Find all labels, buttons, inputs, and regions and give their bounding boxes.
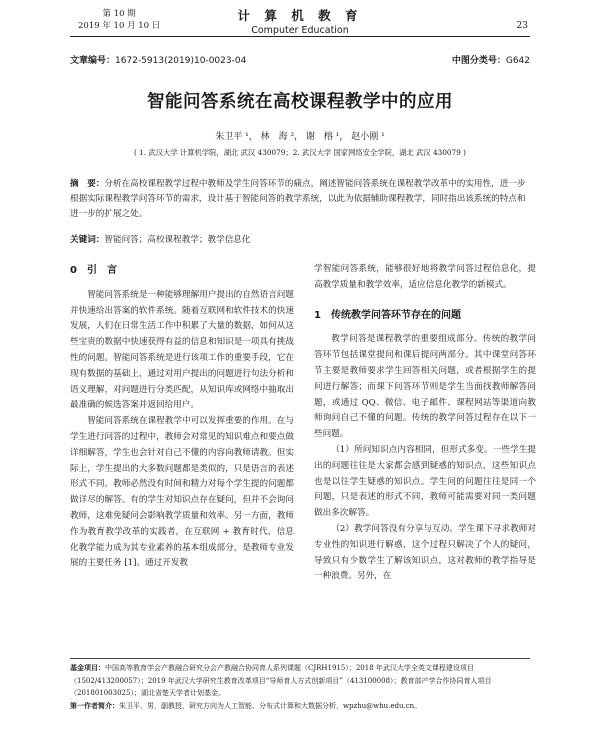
keywords-text: 智能问答；高校课程教学；教学信息化: [104, 235, 251, 245]
author-note: 第一作者简介：朱卫平，男，副教授，研究方向为人工智能、分布式计算和大数据分析，wpzhu@whu.edu.cn。: [70, 701, 422, 710]
section-heading-problems: 1 传统教学问答环节存在的问题: [314, 309, 461, 321]
page-number: 23: [516, 21, 528, 31]
issue-number: 第 10 期: [102, 9, 136, 19]
abstract-text: 分析在高校课程教学过程中教师及学生问答环节的痛点，阐述智能问答系统在课程教学改革中的实用性，进一步根据实际课程教学问答环节的需求，设计基于智能问答的教学系统，以此为依据辅助课程教学，同时指出该系统的特点和进一步的扩展之处。: [70, 179, 526, 219]
article-meta: [70, 53, 530, 66]
affiliation: ( 1. 武汉大学 计算机学院，湖北 武汉 430079；2. 武汉大学 国家网络安全学院，湖北 武汉 430079 ): [133, 148, 467, 157]
abstract-label: 摘 要：: [70, 179, 105, 189]
journal-name-cn: 计 算 机 教 育: [237, 8, 363, 23]
paper-title: 智能问答系统在高校课程教学中的应用: [147, 92, 453, 112]
journal-name-en: Computer Education: [251, 25, 349, 36]
paragraph: 教学问答是课程教学的重要组成部分。传统的教学问答环节包括课堂提问和课后提问两部分。其中课堂问答环节主要是教师要求学生回答相关问题，或者根据学生的提问进行解答；而课下问答环节则是学生当面找教师解答问题，或通过 QQ、微信、电子邮件、课程网站等渠道向教师询问自己不懂的问题。传统的教学问答过程存在以下一些问题。: [314, 334, 536, 440]
classification-number: 中图分类号：G642: [451, 56, 530, 66]
paragraph: 学智能问答系统，能够很好地将教学问答过程信息化，提高教学质量和教学效率，适应信息化教学的新模式。: [314, 264, 536, 290]
left-column: [70, 262, 294, 572]
journal-name: [0, 6, 600, 36]
article-number: 文章编号：1672-5913(2019)10-0023-04: [70, 56, 247, 66]
paragraph: （2）教学问答没有分享与互动。学生课下寻求教师对专业性的知识进行解惑，这个过程只解决了个人的疑问，导致只有少数学生了解该知识点，这对教师的教学指导是一种浪费。另外，在: [314, 523, 536, 582]
author-list: 朱卫平 ¹， 林 海 ²， 谢 榕 ¹， 赵小刚 ¹: [215, 132, 385, 142]
paragraph: 智能问答系统是一种能够理解用户提出的自然语言问题并快速给出答案的软件系统。随着互联网和软件技术的快速发展，人们在日常生活工作中积累了大量的数据，如何从这些宝贵的数据中快速获得有益的信息和知识是一项具有挑战性的问题。智能问答系统是进行该项工作的重要手段，它在现有数据的基础上，通过对用户提出的问题进行句法分析和语义理解，对问题进行分类匹配，从知识库或网络中抽取出最准确的候选答案并返回给用户。: [70, 289, 294, 411]
running-header: [0, 0, 600, 36]
paragraph: （1）所问知识点内容相同，但形式多变。一些学生提出的问题往往是大家都会感到疑惑的知识点，这些知识点也是以往学生疑惑的知识点。学生问的问题往往是同一个问题，只是表述的形式不同，教师可能需要对同一类问题做出多次解答。: [314, 444, 536, 519]
footnote: [70, 662, 530, 712]
right-column: [314, 262, 536, 585]
issue-date: 2019 年 10 月 10 日: [78, 21, 161, 31]
section-heading-intro: 0 引 言: [70, 265, 117, 276]
paragraph: 智能问答系统在课程教学中可以发挥重要的作用。在与学生进行问答的过程中，教师会对常见的知识难点和要点做详细解答，学生也会针对自己不懂的内容向教师请教。但实际上，学生提出的大多数问题都是类似的，只是语言的表述形式不同。教师必然没有时间和精力对每个学生提的问题都做详尽的解答。有的学生对知识点存在疑问，但并不会询问教师，这难免疑问会影响教学质量和效率。另一方面，教师作为教育教学改革的实践者，在互联网 + 教育时代，信息化教学能力成为其专业素养的基本组成部分，是教师专业发展的主要任务 [1]。通过开发教: [70, 416, 294, 569]
header-rule: [70, 36, 530, 37]
footnote-rule: [70, 658, 530, 659]
keywords: [70, 233, 530, 245]
fund-note: 基金项目：中国高等教育学会产教融合研究分会产教融合协同育人系列课题（CJRH1915）；2018 年武汉大学全英文课程建设项目（1502/413200057）；2019 年武汉大学研究生教育改革项目“导师育人方式创新项目”（413100008）；教育部产学合作协同育人项目（201801003025）；湖北省楚天学者计划基金。: [70, 664, 492, 697]
abstract: [70, 177, 530, 222]
keywords-label: 关键词：: [70, 235, 105, 245]
